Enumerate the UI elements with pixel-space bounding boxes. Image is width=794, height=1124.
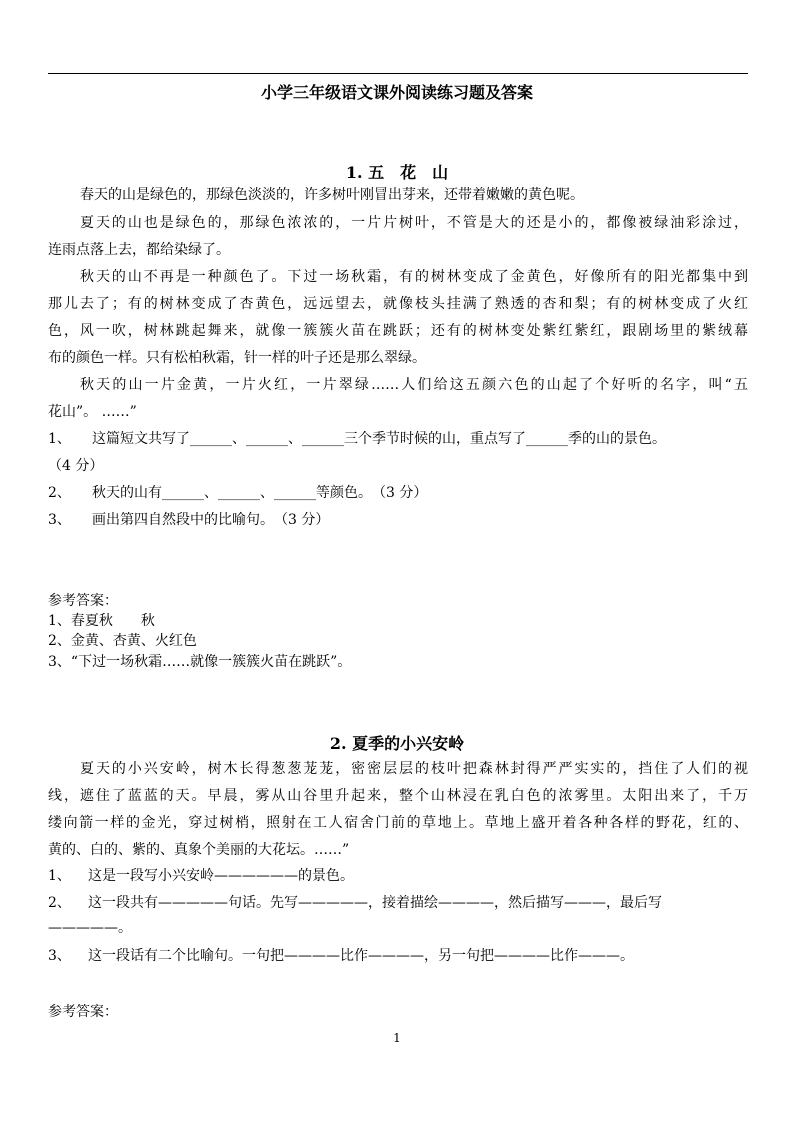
answer-item: 1、春夏秋 秋 [48,613,155,629]
section1-paragraph-line: 那儿去了；有的树林变成了杏黄色，远远望去，就像枝头挂满了熟透的杏和梨；有的树林变成了火红 [48,296,748,312]
section2-paragraph-line: 缕向箭一样的金光，穿过树梢，照射在工人宿舍门前的草地上。草地上盛开着各种各样的野花，红的、 [48,815,748,831]
section1-paragraph-line: 秋天的山不再是一种颜色了。下过一场秋霜，有的树林变成了金黄色，好像所有的阳光都集中到 [80,269,748,285]
answer-item: 3、“下过一场秋霜……就像一簇簇火苗在跳跃”。 [48,654,352,670]
question-number: 1、 [48,431,71,447]
section2-paragraph-line: 黄的、白的、紫的、真象个美丽的大花坛。……” [48,842,350,858]
document-title: 小学三年级语文课外阅读练习题及答案 [260,83,533,102]
section1-paragraph-line: 色，风一吹，树林跳起舞来，就像一簇簇火苗在跳跃；还有的树林变处紫红紫红，跟剧场里的紫绒幕 [48,323,748,339]
answer-label: 参考答案： [48,1004,118,1020]
question-text: 这一段话有二个比喻句。一句把————比作————，另一句把————比作———。 [88,948,634,964]
section1-paragraph-line: 春天的山是绿色的，那绿色淡淡的，许多树叶刚冒出芽来，还带着嫩嫩的黄色呢。 [80,187,584,203]
question-number: 1、 [48,868,71,884]
question-number: 2、 [48,485,71,501]
page-number: 1 [393,1031,401,1045]
question-number: 2、 [48,895,71,911]
question-text: 这篇短文共写了______、______、______三个季节时候的山，重点写了______季的山的景色。 [92,431,666,447]
question-text: 秋天的山有______、______、______等颜色。 （3 分） [92,485,428,501]
section2-title: 2. 夏季的小兴安岭 [329,734,465,753]
question-number: 3、 [48,512,71,528]
section1-title: 1. 五 花 山 [345,163,449,182]
section1-paragraph-line: 秋天的山一片金黄，一片火红，一片翠绿……人们给这五颜六色的山起了个好听的名字，叫“五 [80,377,748,393]
section1-paragraph-line: 夏天的山也是绿色的，那绿色浓浓的，一片片树叶，不管是大的还是小的，都像被绿油彩涂过， [80,215,748,231]
section1-paragraph-line: 花山”。 ……” [48,404,137,420]
question-text: 这一段共有—————句话。先写—————，接着描绘————，然后描写———，最后写 [88,895,662,911]
answer-label: 参考答案： [48,593,118,609]
header-rule [48,73,748,74]
answer-item: 2、金黄、杏黄、火红色 [48,633,197,649]
question-text-continued: —————。 [48,920,132,936]
question-text: 这是一段写小兴安岭——————的景色。 [88,868,354,884]
section1-paragraph-line: 布的颜色一样。只有松柏秋霜，针一样的叶子还是那么翠绿。 [48,350,426,366]
question-number: 3、 [48,948,71,964]
section1-paragraph-line: 连雨点落上去，都给染绿了。 [48,242,230,258]
question-text-continued: （4 分） [48,458,104,474]
section2-paragraph-line: 夏天的小兴安岭，树木长得葱葱茏茏，密密层层的枝叶把森林封得严严实实的，挡住了人们的视 [80,761,748,777]
section2-paragraph-line: 线，遮住了蓝蓝的天。早晨，雾从山谷里升起来，整个山林浸在乳白色的浓雾里。太阳出来了，千万 [48,788,748,804]
question-text: 画出第四自然段中的比喻句。 （3 分） [92,512,330,528]
